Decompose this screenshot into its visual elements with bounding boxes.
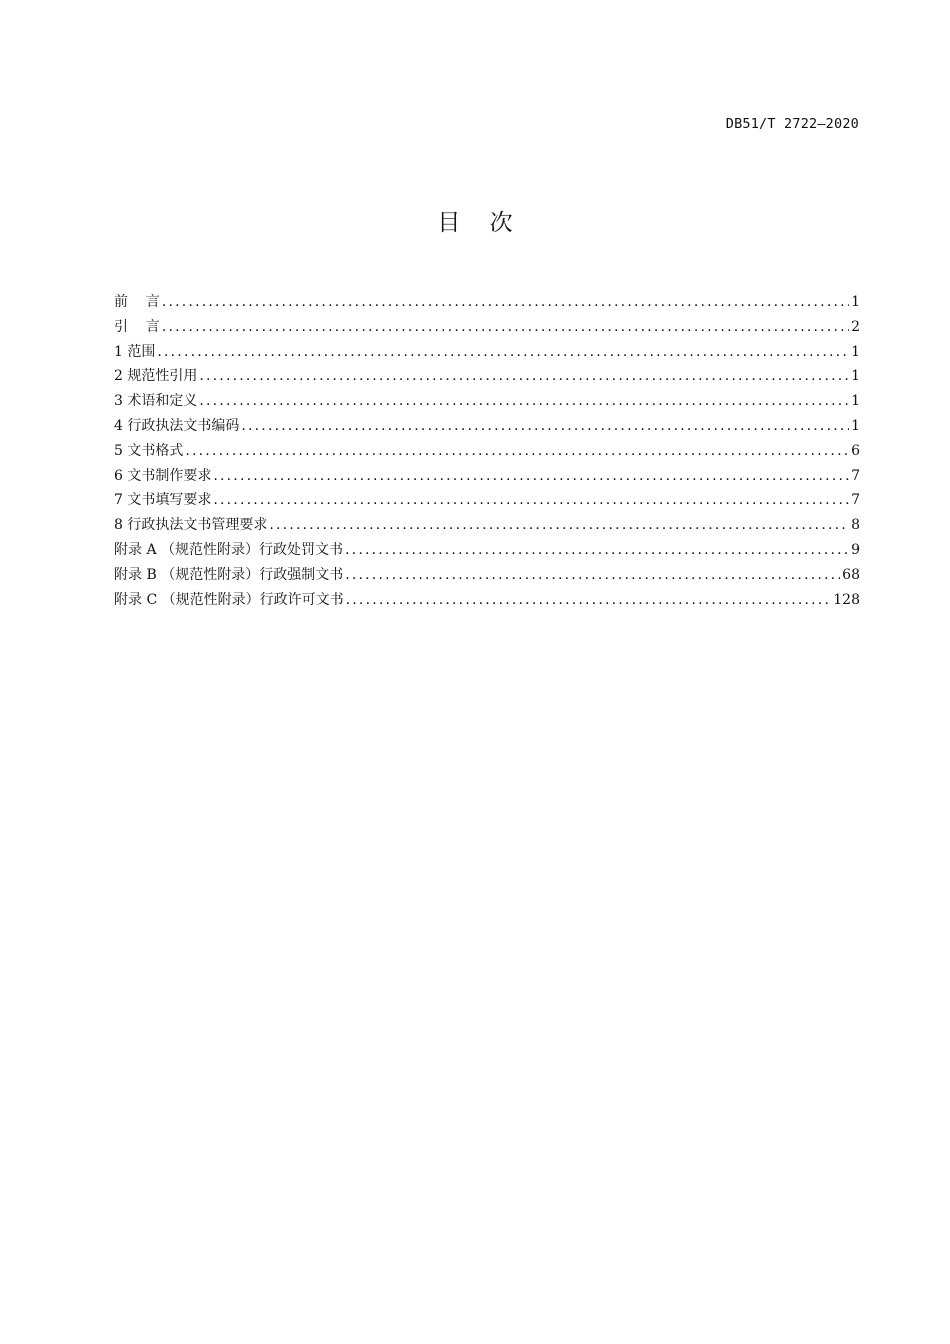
dot-leader bbox=[213, 488, 849, 513]
dot-leader bbox=[199, 364, 849, 389]
toc-entry-label: 1 范围 bbox=[114, 343, 156, 360]
toc-entry-label: 7 文书填写要求 bbox=[114, 492, 212, 509]
toc-entry-label: 附录 A （规范性附录）行政处罚文书 bbox=[114, 541, 344, 558]
dot-leader bbox=[162, 290, 849, 315]
toc-entry-label: 3 术语和定义 bbox=[114, 393, 198, 410]
toc-entry-production-requirements[interactable] bbox=[114, 464, 860, 489]
dot-leader bbox=[157, 340, 849, 365]
toc-entry-appendix-c[interactable] bbox=[114, 588, 860, 613]
toc-entry-document-coding[interactable] bbox=[114, 414, 860, 439]
toc-entry-label: 8 行政执法文书管理要求 bbox=[114, 517, 268, 534]
toc-entry-page: 6 bbox=[851, 442, 860, 459]
toc-entry-appendix-b[interactable] bbox=[114, 563, 860, 588]
toc-entry-page: 7 bbox=[851, 467, 860, 484]
toc-entry-label: 前 言 bbox=[114, 294, 160, 310]
toc-title: 目 次 bbox=[437, 210, 513, 236]
toc-entry-label: 5 文书格式 bbox=[114, 442, 184, 459]
dot-leader bbox=[185, 439, 849, 464]
toc-entry-page: 7 bbox=[851, 492, 860, 509]
toc-entry-introduction[interactable] bbox=[114, 315, 860, 340]
toc-entry-label: 2 规范性引用 bbox=[114, 368, 198, 385]
document-code: DB51/T 2722—2020 bbox=[725, 116, 859, 132]
toc-entry-page: 68 bbox=[842, 566, 860, 583]
toc-entry-page: 1 bbox=[851, 393, 860, 410]
toc-entry-label: 附录 C （规范性附录）行政许可文书 bbox=[114, 591, 344, 608]
toc-entry-scope[interactable] bbox=[114, 340, 860, 365]
toc-entry-terms-definitions[interactable] bbox=[114, 389, 860, 414]
toc-entry-page: 128 bbox=[833, 591, 860, 608]
toc-entry-page: 2 bbox=[851, 318, 860, 335]
toc-entry-appendix-a[interactable] bbox=[114, 538, 860, 563]
dot-leader bbox=[199, 389, 849, 414]
dot-leader bbox=[162, 315, 849, 340]
toc-entry-page: 1 bbox=[851, 417, 860, 434]
toc-entry-label: 附录 B （规范性附录）行政强制文书 bbox=[114, 566, 344, 583]
toc-entry-page: 9 bbox=[851, 541, 860, 558]
dot-leader bbox=[345, 563, 840, 588]
toc-entry-foreword[interactable] bbox=[114, 290, 860, 315]
toc-entry-page: 1 bbox=[851, 343, 860, 360]
toc-entry-management-requirements[interactable] bbox=[114, 513, 860, 538]
toc-entry-page: 1 bbox=[851, 368, 860, 385]
dot-leader bbox=[346, 588, 832, 613]
toc-entry-label: 4 行政执法文书编码 bbox=[114, 417, 240, 434]
dot-leader bbox=[213, 464, 849, 489]
toc-entry-document-format[interactable] bbox=[114, 439, 860, 464]
toc-entry-page: 8 bbox=[851, 517, 860, 534]
dot-leader bbox=[241, 414, 849, 439]
toc-entry-page: 1 bbox=[851, 294, 860, 310]
toc-entry-filling-requirements[interactable] bbox=[114, 488, 860, 513]
table-of-contents bbox=[114, 290, 860, 612]
dot-leader bbox=[345, 538, 849, 563]
dot-leader bbox=[269, 513, 849, 538]
toc-entry-label: 6 文书制作要求 bbox=[114, 467, 212, 484]
toc-entry-label: 引 言 bbox=[114, 318, 160, 335]
toc-entry-normative-references[interactable] bbox=[114, 364, 860, 389]
